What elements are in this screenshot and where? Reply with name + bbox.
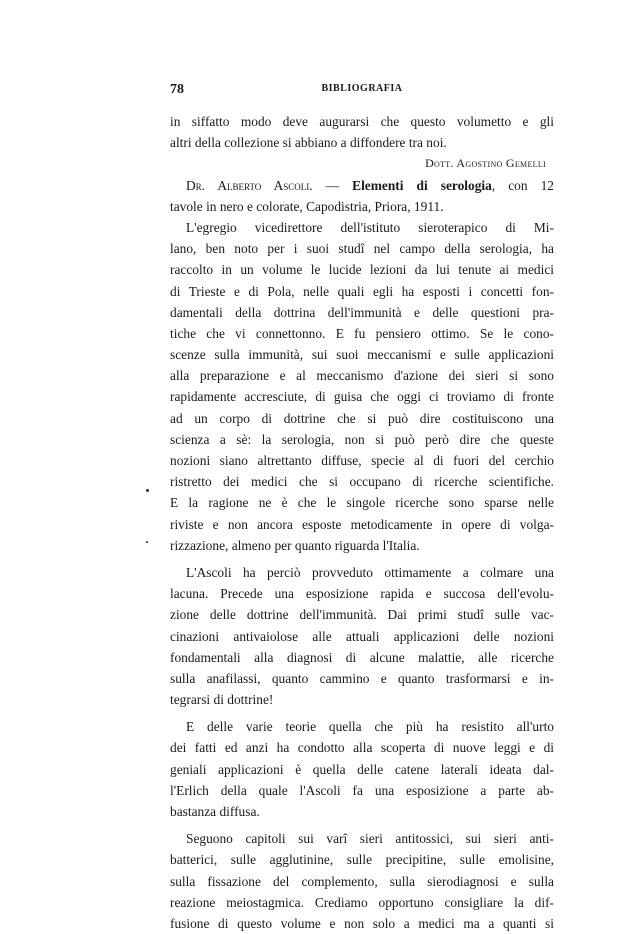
text-line: E delle varie teorie quella che più ha resistito all'urto [186, 719, 554, 735]
review-signature: Dott. Agostino Gemelli [425, 156, 546, 171]
paragraph-4 [170, 828, 554, 934]
text-line: rizzazione, almeno per quanto riguarda l'Italia. [170, 537, 420, 553]
text-line: lacuna. Precede una esposizione rapida e succosa dell'evolu- [170, 586, 554, 602]
text-line: L'egregio vicedirettore dell'istituto sieroterapico di Mi- [186, 219, 554, 235]
text-line: l'Erlich della quale l'Ascoli fa una esposizione a parte ab- [170, 782, 554, 798]
page-number: 78 [170, 82, 184, 97]
text-line: in siffatto modo deve augurarsi che questo volumetto e gli [170, 114, 554, 129]
text-line: damentali della dottrina dell'immunità e delle questioni pra- [170, 304, 554, 320]
book-citation [170, 175, 554, 196]
paragraph-2 [170, 562, 554, 710]
text-line: scenze sulla immunità, sui suoi meccanismi e sulle applicazioni [170, 347, 554, 363]
text-line: zione delle dottrine dell'immunità. Dai primi studî sulle vac- [170, 607, 554, 623]
text-line: tiche che vi connettonno. E fu pensiero ottimo. Se le cono- [170, 325, 554, 341]
book-title: Elementi di serologia [352, 177, 492, 193]
text-line: altri della collezione si abbiano a diffondere tra noi. [170, 135, 447, 151]
text-line: riviste e non ancora esposte metodicamente in opere di volga- [170, 516, 554, 532]
text-line: sulla fissazione del complemento, sulla sierodiagnosi e sulla [170, 873, 554, 889]
text-line: di Trieste e di Pola, nelle quali egli ha esposti i concetti fon- [170, 283, 554, 299]
margin-speck [146, 541, 148, 543]
text-line: batterici, sulle agglutinine, sulle precipitine, sulle emolisine, [170, 852, 554, 868]
paragraph-1 [170, 217, 554, 556]
text-line: lano, ben noto per i suoi studî nel campo della serologia, ha [170, 241, 554, 257]
text-line: scienza a sè: la serologia, non si può però dire che queste [170, 431, 554, 447]
text-line: alla preparazione e al meccanismo d'azione dei sieri si sono [170, 368, 554, 384]
text-line: cinazioni antivaiolose alle attuali applicazioni delle nozioni [170, 628, 554, 644]
citation-rest: , con 12 [491, 177, 554, 193]
text-line: geniali applicazioni è quella delle catene laterali ideata dal- [170, 761, 554, 777]
text-line: tegrarsi di dottrine! [170, 692, 274, 708]
text-line: fondamentali alla diagnosi di alcune malattie, alle ricerche [170, 649, 554, 665]
text-line: E la ragione ne è che le singole ricerche sono sparse nelle [170, 495, 554, 511]
text-line: Seguono capitoli sui varî sieri antitossici, sui sieri anti- [186, 831, 554, 847]
text-line: rapidamente accresciute, di guisa che oggi ci troviamo di fronte [170, 389, 554, 405]
text-line: fusione di questo volume e non solo a medici ma a quanti si [170, 915, 554, 931]
page-header [170, 82, 554, 98]
text-line: raccolto in un volume le lucide lezioni da lui tenute ai medici [170, 262, 554, 278]
text-line: L'Ascoli ha perciò provveduto ottimamente a colmare una [186, 564, 554, 580]
text-line: bastanza diffusa. [170, 804, 260, 819]
body-text [170, 111, 554, 934]
text-line: sulla anafilassi, quanto cammino e quanto trasformarsi e in- [170, 670, 554, 686]
book-author: Dr. Alberto Ascoli. [186, 177, 313, 193]
text-line: dei fatti ed anzi ha condotto alla scoperta di nuove leggi e di [170, 740, 554, 756]
text-line: ristretto dei medici che si occupano di ricerche scientifiche. [170, 474, 554, 490]
citation-dash: — [312, 177, 353, 193]
text-line: tavole in nero e colorate, Capodistria, Priora, 1911. [170, 198, 444, 214]
text-line: reazione meiostagmica. Crediamo opportuno consigliare la dif- [170, 894, 554, 910]
paragraph-3 [170, 716, 554, 822]
text-line: ad un corpo di dottrine che si può dire costituiscono una [170, 410, 554, 426]
running-head: BIBLIOGRAFIA [321, 83, 403, 94]
margin-speck [146, 489, 149, 492]
text-line: nozioni siano altrettanto diffuse, specie al di fuori del cerchio [170, 453, 554, 468]
